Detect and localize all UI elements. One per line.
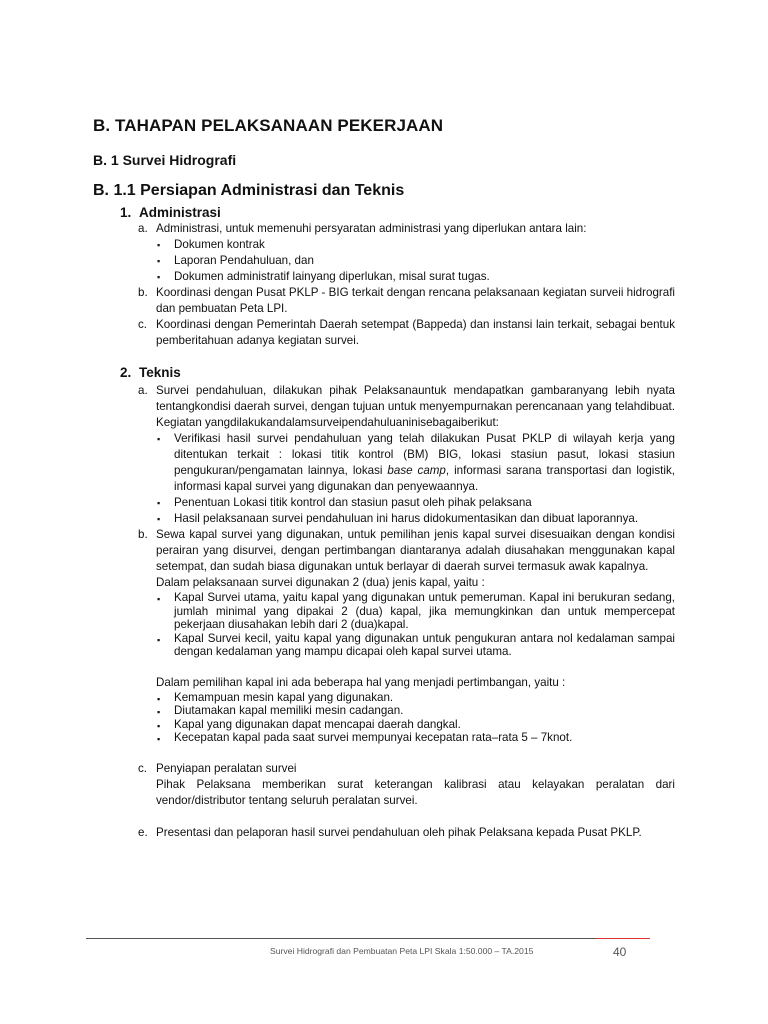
item-label: e.	[138, 825, 148, 839]
bullet-marker: ▪	[157, 594, 161, 604]
item-label: c.	[138, 761, 148, 775]
bullet-text-emphasis: base camp	[387, 464, 446, 477]
item-text: Sewa kapal survei yang digunakan, untuk pemilihan jenis kapal survei disesuaikan dengan kondisi perairan yang disurvei, dengan pertimbangan diantaranya adalah diusahakan menggunakan kapal setempat, dan sudah biasa digunakan untuk berlayar di daerah survei termasuk awak kapalnya.	[156, 528, 675, 573]
item-text: Koordinasi dengan Pemerintah Daerah setempat (Bappeda) dan instansi lain terkait, sebagai bentuk pemberitahuan adanya kegiatan survei.	[156, 318, 675, 347]
bullet-item	[138, 731, 675, 745]
spacer	[138, 809, 675, 825]
bullet-text-post: , informasi sarana transportasi dan logistik, informasi kapal survei yang digunakan dan penyewaannya.	[174, 464, 675, 493]
footer-text: Survei Hidrografi dan Pembuatan Peta LPI Skala 1:50.000 – TA.2015	[270, 946, 534, 956]
bullet-item	[138, 237, 675, 253]
bullet-text: Diutamakan kapal memiliki mesin cadangan.	[174, 704, 404, 717]
subheading-survei-hidrografi: B. 1 Survei Hidrografi	[93, 152, 237, 168]
bullet-marker: ▪	[157, 434, 161, 444]
footer-accent-line	[596, 938, 650, 939]
bullet-item	[138, 431, 675, 495]
list-item-a	[138, 221, 675, 237]
list-item-c	[138, 317, 675, 349]
bullet-marker: ▪	[157, 734, 161, 744]
bullet-item	[138, 591, 675, 632]
bullet-text: Kemampuan mesin kapal yang digunakan.	[174, 690, 394, 704]
bullet-marker: ▪	[157, 498, 161, 508]
footer-divider	[86, 938, 596, 939]
section-teknis-title	[120, 365, 181, 380]
bullet-marker: ▪	[157, 514, 161, 524]
bullet-text: Dokumen administratif lainyang diperlukan, misal surat tugas.	[174, 270, 490, 283]
bullet-text: Penentuan Lokasi titik kontrol dan stasiun pasut oleh pihak pelaksana	[174, 496, 532, 509]
item-label: b.	[138, 528, 148, 541]
bullet-text: Kapal yang digunakan dapat mencapai daerah dangkal.	[174, 717, 461, 731]
list-item-b	[138, 285, 675, 317]
section-administrasi-title	[120, 205, 221, 220]
item-text: Koordinasi dengan Pusat PKLP - BIG terkait dengan rencana pelaksanaan kegiatan surveii hidrografi dan pembuatan Peta LPI.	[156, 286, 675, 315]
spacer	[138, 659, 675, 675]
administrasi-body	[138, 221, 675, 349]
teknis-body	[138, 383, 675, 841]
paragraph: Pihak Pelaksana memberikan surat keterangan kalibrasi atau kelayakan peralatan dari vendor/distributor tentang seluruh peralatan survei.	[156, 777, 675, 807]
section-title-text: Administrasi	[139, 205, 221, 220]
bullet-text: Laporan Pendahuluan, dan	[174, 254, 314, 267]
bullet-item	[138, 511, 675, 527]
bullet-text: Dokumen kontrak	[174, 238, 265, 251]
section-title-text: Teknis	[139, 365, 181, 380]
item-label: a.	[138, 222, 148, 235]
bullet-text: Kecepatan kapal pada saat survei mempunyai kecepatan rata–rata 5 – 7knot.	[174, 731, 573, 744]
bullet-marker: ▪	[157, 240, 161, 250]
bullet-item	[138, 632, 675, 659]
spacer	[138, 745, 675, 761]
bullet-item	[138, 704, 675, 718]
bullet-text: Kapal Survei utama, yaitu kapal yang digunakan untuk pemeruman. Kapal ini berukuran sedang, jumlah minimal yang dipakai 2 (dua) kapal, jika memungkinkan dan untuk mempercepat pekerjaan diusahakan lebih dari 2 (dua)kapal.	[174, 591, 675, 631]
list-item-c	[138, 761, 675, 777]
bullet-marker: ▪	[157, 634, 161, 645]
list-item-e	[138, 825, 675, 841]
list-item-b	[138, 527, 675, 575]
bullet-marker: ▪	[157, 707, 161, 717]
item-label: b.	[138, 286, 148, 299]
item-text: Survei pendahuluan, dilakukan pihak Pelaksanauntuk mendapatkan gambaranyang lebih nyata tentangkondisi daerah survei, dengan tujuan untuk menyempurnakan perencanaan yang telahdibuat. Kegiatan yangdilakukandalamsurveipendahuluaninisebagaiberikut:	[156, 384, 675, 429]
bullet-text: Kapal Survei kecil, yaitu kapal yang digunakan untuk pengukuran antara nol kedalaman sampai dengan kedalaman yang mampu dicapai oleh kapal survei utama.	[174, 631, 675, 658]
section-number: 1.	[120, 205, 132, 220]
bullet-item	[138, 691, 675, 705]
bullet-marker: ▪	[157, 256, 161, 266]
paragraph: Dalam pelaksanaan survei digunakan 2 (dua) jenis kapal, yaitu :	[156, 576, 485, 589]
section-number: 2.	[120, 365, 132, 380]
bullet-item	[138, 495, 675, 511]
main-heading: B. TAHAPAN PELAKSANAAN PEKERJAAN	[93, 116, 444, 135]
list-item-a	[138, 383, 675, 431]
paragraph: Dalam pemilihan kapal ini ada beberapa hal yang menjadi pertimbangan, yaitu :	[156, 675, 566, 689]
item-text: Administrasi, untuk memenuhi persyaratan administrasi yang diperlukan antara lain:	[156, 222, 587, 235]
bullet-item	[138, 718, 675, 732]
bullet-text-pre: Verifikasi hasil survei pendahuluan yang telah dilakukan Pusat PKLP di wilayah kerja yang ditentukan terkait : lokasi titik kontrol (BM) BIG, lokasi stasiun pasut, lokasi stasiun pengukuran/pengamatan lainnya, lokasi	[174, 432, 675, 477]
item-text: Penyiapan peralatan survei	[156, 761, 297, 775]
bullet-marker: ▪	[157, 693, 161, 704]
subheading-persiapan: B. 1.1 Persiapan Administrasi dan Teknis	[93, 182, 405, 199]
item-label: c.	[138, 318, 148, 331]
bullet-text: Hasil pelaksanaan survei pendahuluan ini harus didokumentasikan dan dibuat laporannya.	[174, 512, 639, 525]
bullet-item	[138, 253, 675, 269]
bullet-marker: ▪	[157, 720, 161, 731]
page-number: 40	[613, 945, 627, 959]
bullet-item	[138, 269, 675, 285]
item-label: a.	[138, 384, 148, 397]
item-text: Presentasi dan pelaporan hasil survei pendahuluan oleh pihak Pelaksana kepada Pusat PKLP.	[156, 825, 642, 839]
bullet-marker: ▪	[157, 272, 161, 282]
